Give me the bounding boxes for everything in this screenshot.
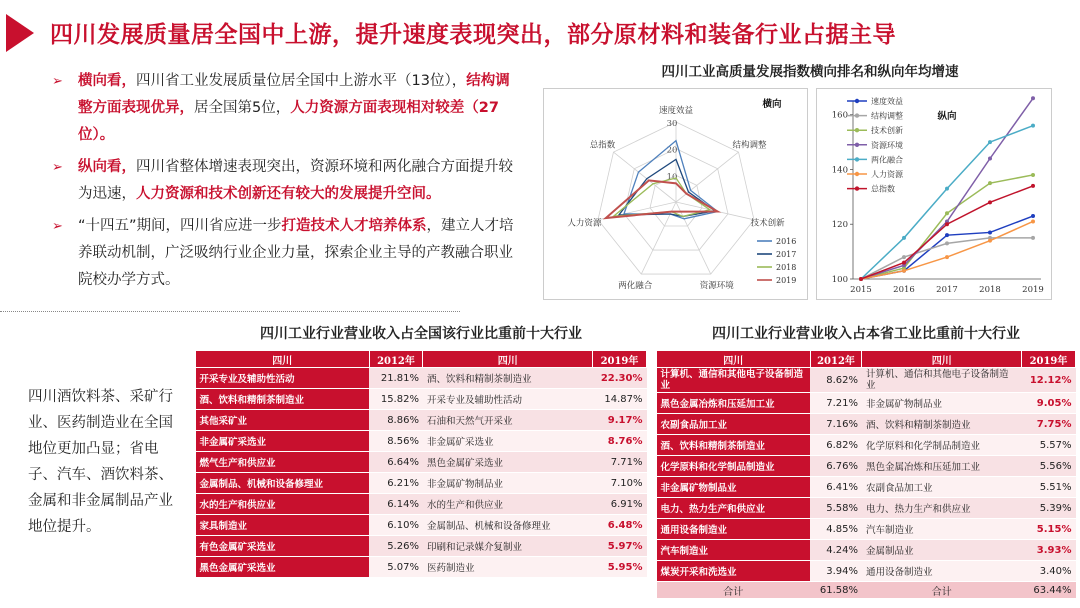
table-cell: 3.93% [1021, 540, 1075, 561]
y-tick-label: 140 [831, 165, 848, 176]
table-cell: 5.58% [810, 498, 862, 519]
table-row [196, 368, 647, 389]
table-cell: 化学原料和化学制品制造业 [862, 435, 1022, 456]
table-cell: 非金属矿物制品业 [423, 473, 593, 494]
table-cell: 印刷和记录媒介复制业 [423, 536, 593, 557]
legend-label: 技术创新 [871, 126, 903, 136]
table-total-row [657, 582, 1076, 599]
table-cell: 5.15% [1021, 519, 1075, 540]
table-cell: 63.44% [1021, 582, 1075, 599]
table-cell: 通用设备制造业 [657, 519, 811, 540]
table-cell: 21.81% [369, 368, 423, 389]
table-header: 2019年 [592, 351, 646, 368]
table-cell: 7.21% [810, 393, 862, 414]
table-cell: 煤炭开采和洗选业 [657, 561, 811, 582]
bullet-list [52, 68, 522, 299]
table-cell: 酒、饮料和精制茶制造业 [423, 368, 593, 389]
line-point [1031, 236, 1035, 240]
table-cell: 开采专业及辅助性活动 [423, 389, 593, 410]
table-cell: 5.26% [369, 536, 423, 557]
table-cell: 6.21% [369, 473, 423, 494]
y-tick-label: 120 [831, 220, 848, 231]
bullet-text: 人力资源方面表现相对较差（27位）。 [78, 100, 499, 143]
legend-label: 两化融合 [871, 155, 903, 165]
legend-label: 2016 [776, 237, 797, 246]
line-point [902, 269, 906, 273]
table-cell: 电力、热力生产和供应业 [657, 498, 811, 519]
table-cell: 3.40% [1021, 561, 1075, 582]
radar-axis-label: 人力资源 [567, 218, 602, 229]
table-cell: 汽车制造业 [862, 519, 1022, 540]
table-cell: 黑色金属矿采选业 [423, 452, 593, 473]
table-row [196, 389, 647, 410]
radar-tick-label: 10 [666, 172, 678, 183]
chart-title: 四川工业高质量发展指数横向排名和纵向年均增速 [661, 64, 959, 80]
table-cell: 6.41% [810, 477, 862, 498]
table-cell: 5.97% [592, 536, 646, 557]
table-cell: 黑色金属冶炼和压延加工业 [862, 456, 1022, 477]
line-point [945, 187, 949, 191]
table-cell: 5.56% [1021, 456, 1075, 477]
legend-label: 结构调整 [871, 111, 903, 121]
table-header: 四川 [196, 351, 370, 368]
line-point [1031, 214, 1035, 218]
table-cell: 7.71% [592, 452, 646, 473]
radar-axis-label: 结构调整 [732, 140, 767, 151]
table-row [657, 519, 1076, 540]
table-cell: 4.24% [810, 540, 862, 561]
title-bar [0, 10, 1080, 56]
bullet-text: 四川省整体增速表现突出，资源环境和两化融合方面提升较为迅速， [78, 159, 513, 202]
table-cell: 燃气生产和供应业 [196, 452, 370, 473]
bullet-text: 打造技术人才培养体系 [281, 218, 427, 234]
bullet-text: 四川省工业发展质量位居全国中上游水平（13位）， [136, 73, 467, 89]
table-cell: 汽车制造业 [657, 540, 811, 561]
table-cell: 计算机、通信和其他电子设备制造业 [862, 368, 1022, 393]
table-header: 四川 [423, 351, 593, 368]
table-cell: 9.17% [592, 410, 646, 431]
line-point [945, 241, 949, 245]
table-cell: 6.10% [369, 515, 423, 536]
table-cell: 通用设备制造业 [862, 561, 1022, 582]
table-cell: 6.48% [592, 515, 646, 536]
table2 [656, 350, 1076, 599]
legend-label: 资源环境 [871, 140, 903, 150]
radar-tick-label: 20 [666, 145, 678, 156]
table-header: 四川 [862, 351, 1022, 368]
bullet-text: 横向看， [78, 73, 136, 89]
line-point [988, 140, 992, 144]
line-point [859, 277, 863, 281]
bullet-text: 结构调整方面表现优异， [78, 73, 510, 116]
line-point [1031, 184, 1035, 188]
table-header: 2012年 [810, 351, 862, 368]
table-cell: 医药制造业 [423, 557, 593, 578]
table-cell: 3.94% [810, 561, 862, 582]
table-cell: 化学原料和化学制品制造业 [657, 456, 811, 477]
table-cell: 有色金属矿采选业 [196, 536, 370, 557]
table-cell: 非金属矿采选业 [196, 431, 370, 452]
table-row [196, 494, 647, 515]
x-tick-label: 2019 [1022, 285, 1044, 295]
x-tick-label: 2018 [979, 285, 1001, 295]
arrow-icon: ➢ [52, 160, 63, 175]
line-chart [817, 89, 1051, 299]
legend-label: 2017 [776, 250, 797, 259]
x-tick-label: 2016 [893, 285, 915, 295]
line-point [988, 200, 992, 204]
radar-chart [544, 89, 807, 299]
line-point [945, 222, 949, 226]
bullet-item [52, 213, 522, 294]
table-cell: 农副食品加工业 [657, 414, 811, 435]
line-point [988, 239, 992, 243]
bullet-text: ，建立人才培养联动机制，广泛吸纳行业企业力量，探索企业主导的产教融合职业院校办学方式。 [78, 218, 514, 288]
legend-label: 总指数 [871, 184, 895, 194]
legend-marker [855, 128, 859, 132]
bullet-item [52, 68, 522, 149]
table-cell: 金属制品、机械和设备修理业 [423, 515, 593, 536]
table-cell: 酒、饮料和精制茶制造业 [196, 389, 370, 410]
side-note: 四川酒饮料茶、采矿行业、医药制造业在全国地位更加凸显；省电子、汽车、酒饮料茶、金属和非金属制品产业地位提升。 [28, 389, 173, 535]
line-point [1031, 96, 1035, 100]
line-point [988, 181, 992, 185]
table-row [657, 368, 1076, 393]
table-row [196, 536, 647, 557]
table-cell: 6.14% [369, 494, 423, 515]
radar-axis-label: 资源环境 [699, 280, 734, 291]
bullet-text: “十四五”期间，四川省应进一步 [78, 218, 282, 234]
radar-title: 横向 [762, 99, 782, 110]
line-point [945, 233, 949, 237]
y-tick-label: 100 [831, 275, 848, 285]
table-cell: 15.82% [369, 389, 423, 410]
line-chart-box [816, 88, 1052, 300]
table-cell: 4.85% [810, 519, 862, 540]
table-cell: 非金属矿物制品业 [862, 393, 1022, 414]
table-cell: 5.07% [369, 557, 423, 578]
legend-marker [855, 99, 859, 103]
table-cell: 石油和天然气开采业 [423, 410, 593, 431]
radar-axis-label: 总指数 [589, 140, 616, 151]
legend-marker [855, 186, 859, 190]
page-title: 四川发展质量居全国中上游，提升速度表现突出，部分原材料和装备行业占据主导 [50, 22, 896, 48]
line-title: 纵向 [937, 111, 957, 122]
line-point [988, 157, 992, 161]
table-cell: 7.16% [810, 414, 862, 435]
table-cell: 金属制品、机械和设备修理业 [196, 473, 370, 494]
radar-spoke [676, 152, 739, 202]
table-cell: 非金属矿采选业 [423, 431, 593, 452]
table-header: 四川 [657, 351, 811, 368]
table-cell: 8.86% [369, 410, 423, 431]
x-tick-label: 2015 [850, 285, 872, 295]
line-point [1031, 219, 1035, 223]
table2-title: 四川工业行业营业收入占本省工业比重前十大行业 [712, 326, 1020, 342]
table-cell: 61.58% [810, 582, 862, 599]
table-row [657, 393, 1076, 414]
line-point [945, 211, 949, 215]
line-point [902, 255, 906, 259]
table-cell: 农副食品加工业 [862, 477, 1022, 498]
table-row [657, 561, 1076, 582]
legend-label: 人力资源 [871, 170, 903, 179]
table-cell: 9.05% [1021, 393, 1075, 414]
bullet-text: 纵向看， [78, 159, 136, 175]
table-cell: 水的生产和供应业 [196, 494, 370, 515]
table-row [657, 456, 1076, 477]
table-cell: 22.30% [592, 368, 646, 389]
table-row [196, 410, 647, 431]
table-row [657, 540, 1076, 561]
table-row [657, 498, 1076, 519]
line-point [988, 230, 992, 234]
table-header: 2019年 [1021, 351, 1075, 368]
legend-label: 速度效益 [871, 97, 903, 106]
table-row [196, 431, 647, 452]
table-cell: 黑色金属矿采选业 [196, 557, 370, 578]
bullet-text: 人力资源和技术创新还有较大的发展提升空间。 [136, 186, 441, 202]
line-point [1031, 124, 1035, 128]
table-row [196, 473, 647, 494]
x-tick-label: 2017 [936, 285, 958, 295]
table-cell: 8.62% [810, 368, 862, 393]
radar-chart-box [543, 88, 808, 300]
table-header: 2012年 [369, 351, 423, 368]
table-cell: 7.10% [592, 473, 646, 494]
radar-tick-label: 30 [666, 119, 678, 129]
line-point [945, 255, 949, 259]
table-cell: 金属制品业 [862, 540, 1022, 561]
line-point [1031, 173, 1035, 177]
table-cell: 酒、饮料和精制茶制造业 [862, 414, 1022, 435]
table-cell: 6.76% [810, 456, 862, 477]
table-cell: 开采专业及辅助性活动 [196, 368, 370, 389]
table-cell: 5.51% [1021, 477, 1075, 498]
table-cell: 6.91% [592, 494, 646, 515]
table-cell: 合计 [657, 582, 811, 599]
table-cell: 7.75% [1021, 414, 1075, 435]
table-row [657, 477, 1076, 498]
table-cell: 酒、饮料和精制茶制造业 [657, 435, 811, 456]
legend-label: 2018 [776, 263, 797, 272]
table-cell: 电力、热力生产和供应业 [862, 498, 1022, 519]
table-cell: 5.95% [592, 557, 646, 578]
table-row [657, 435, 1076, 456]
line-point [902, 261, 906, 265]
table-cell: 黑色金属冶炼和压延加工业 [657, 393, 811, 414]
legend-label: 2019 [776, 276, 797, 285]
legend-marker [855, 143, 859, 147]
radar-axis-label: 技术创新 [750, 218, 785, 229]
table-cell: 其他采矿业 [196, 410, 370, 431]
radar-series-2019 [606, 180, 718, 218]
table-cell: 5.39% [1021, 498, 1075, 519]
bullet-text: 居全国第5位， [194, 100, 291, 116]
radar-axis-label: 速度效益 [658, 106, 694, 116]
radar-axis-label: 两化融合 [618, 280, 653, 291]
table-cell: 水的生产和供应业 [423, 494, 593, 515]
table-row [196, 515, 647, 536]
table-cell: 5.57% [1021, 435, 1075, 456]
legend-marker [855, 113, 859, 117]
table1-title: 四川工业行业营业收入占全国该行业比重前十大行业 [260, 326, 582, 342]
table-cell: 家具制造业 [196, 515, 370, 536]
table-cell: 计算机、通信和其他电子设备制造业 [657, 368, 811, 393]
arrow-icon: ➢ [52, 74, 63, 89]
line-point [902, 236, 906, 240]
legend-marker [855, 172, 859, 176]
title-triangle-icon [6, 14, 34, 52]
divider [0, 311, 460, 312]
bullet-item [52, 154, 522, 208]
table-cell: 合计 [862, 582, 1022, 599]
table-cell: 12.12% [1021, 368, 1075, 393]
table-cell: 6.64% [369, 452, 423, 473]
table-cell: 14.87% [592, 389, 646, 410]
table-cell: 6.82% [810, 435, 862, 456]
y-tick-label: 160 [831, 110, 848, 121]
table-cell: 8.76% [592, 431, 646, 452]
table-cell: 非金属矿物制品业 [657, 477, 811, 498]
table-cell: 8.56% [369, 431, 423, 452]
arrow-icon: ➢ [52, 219, 63, 234]
table-row [196, 452, 647, 473]
table1 [195, 350, 647, 578]
legend-marker [855, 157, 859, 161]
table-row [196, 557, 647, 578]
table-row [657, 414, 1076, 435]
